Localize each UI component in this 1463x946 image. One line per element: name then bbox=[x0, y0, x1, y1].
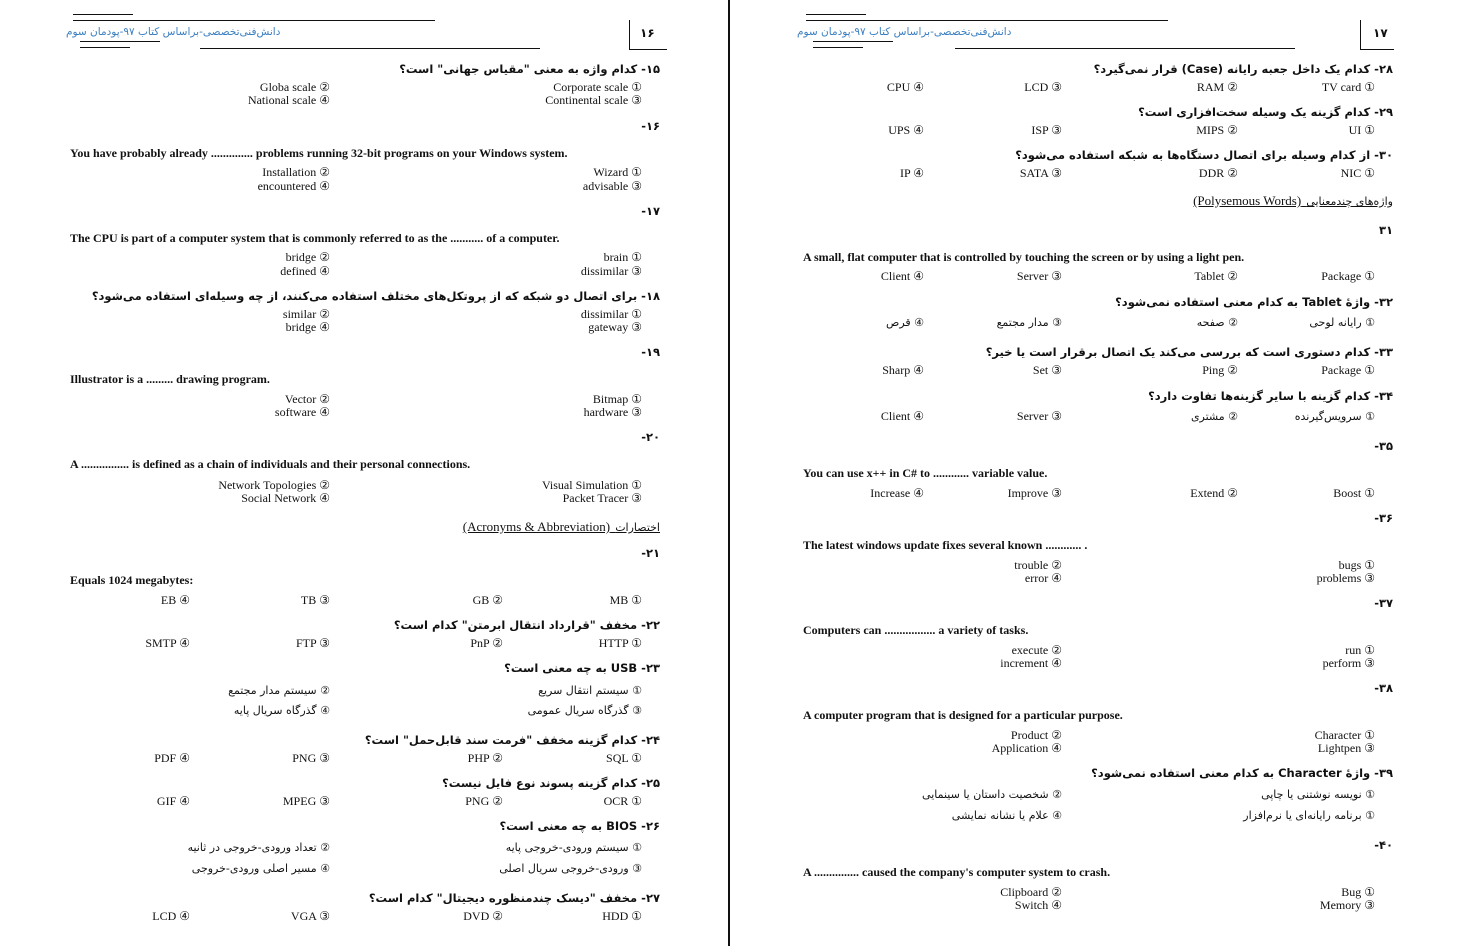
option-1[interactable]: brain ① bbox=[603, 250, 642, 264]
question-27: ۲۷- مخفف "دیسک چندمنظوره دیجیتال" کدام است؟ bbox=[368, 891, 660, 905]
question-32: ۳۲- واژهٔ Tablet به کدام معنی استفاده نمی‌شود؟ bbox=[1115, 295, 1393, 309]
header-rule bbox=[200, 48, 540, 49]
question-21: Equals 1024 megabytes: bbox=[70, 573, 194, 587]
option-1[interactable]: Visual Simulation ① bbox=[541, 478, 642, 492]
option-4[interactable]: ④ علام یا نشانه نمایشی bbox=[951, 809, 1062, 822]
option-2[interactable]: ② تعداد ورودی-خروجی در ثانیه bbox=[187, 841, 330, 854]
question-19: Illustrator is a ......... drawing program. bbox=[70, 372, 270, 386]
left-page bbox=[0, 0, 728, 946]
option-4[interactable]: IP ④ bbox=[900, 166, 924, 180]
option-1[interactable]: HTTP ① bbox=[598, 636, 642, 650]
option-2[interactable]: Clipboard ② bbox=[1000, 885, 1062, 899]
question-36: The latest windows update fixes several known ............ . bbox=[803, 538, 1088, 552]
option-3[interactable]: SATA ③ bbox=[1019, 166, 1062, 180]
option-2[interactable]: PnP ② bbox=[470, 636, 503, 650]
option-4[interactable]: CPU ④ bbox=[886, 80, 924, 94]
option-3[interactable]: Server ③ bbox=[1016, 409, 1062, 423]
option-1[interactable]: Bitmap ① bbox=[592, 392, 642, 406]
option-4[interactable]: National scale ④ bbox=[247, 93, 330, 107]
section-heading-en: (Polysemous Words) bbox=[1193, 193, 1302, 208]
option-3[interactable]: MPEG ③ bbox=[282, 794, 330, 808]
option-3[interactable]: hardware ③ bbox=[583, 405, 642, 419]
option-3[interactable]: LCD ③ bbox=[1024, 80, 1062, 94]
option-1[interactable]: OCR ① bbox=[603, 794, 642, 808]
header-rule bbox=[1360, 49, 1394, 50]
option-4[interactable]: bridge ④ bbox=[285, 320, 330, 334]
option-1[interactable]: Corporate scale ① bbox=[553, 80, 642, 94]
option-3[interactable]: perform ③ bbox=[1322, 656, 1375, 670]
question-number: -۲۱ bbox=[641, 546, 660, 560]
option-2[interactable]: Product ② bbox=[1010, 728, 1062, 742]
option-4[interactable]: GIF ④ bbox=[156, 794, 190, 808]
option-1[interactable]: Boost ① bbox=[1333, 486, 1375, 500]
option-2[interactable]: RAM ② bbox=[1196, 80, 1238, 94]
option-2[interactable]: Extend ② bbox=[1190, 486, 1238, 500]
question-number: -۱۹ bbox=[641, 345, 660, 359]
option-4[interactable]: EB ④ bbox=[160, 593, 190, 607]
option-3[interactable]: ③ ورودی-خروجی سریال اصلی bbox=[499, 862, 642, 875]
option-3[interactable]: Server ③ bbox=[1016, 269, 1062, 283]
option-2[interactable]: DDR ② bbox=[1198, 166, 1238, 180]
question-26: ۲۶- BIOS به چه معنی است؟ bbox=[499, 819, 660, 833]
option-1[interactable]: ① سیستم ورودی-خروجی پایه bbox=[505, 841, 642, 854]
page-number: ۱۷ bbox=[1373, 26, 1388, 40]
option-4[interactable]: ④ گذرگاه سریال پایه bbox=[233, 704, 330, 717]
option-3[interactable]: Packet Tracer ③ bbox=[562, 491, 642, 505]
option-3[interactable]: ③ گذرگاه سریال عمومی bbox=[527, 704, 642, 717]
question-22: ۲۲- مخفف "قرارداد انتقال ابرمتن" کدام است؟ bbox=[393, 618, 660, 632]
option-1[interactable]: TV card ① bbox=[1321, 80, 1375, 94]
option-1[interactable]: run ① bbox=[1345, 643, 1375, 657]
option-3[interactable]: Lightpen ③ bbox=[1317, 741, 1375, 755]
option-2[interactable]: GB ② bbox=[472, 593, 503, 607]
option-2[interactable]: execute ② bbox=[1011, 643, 1062, 657]
option-4[interactable]: Social Network ④ bbox=[241, 491, 330, 505]
option-4[interactable]: PDF ④ bbox=[154, 751, 190, 765]
question-number: -۳۸ bbox=[1374, 681, 1393, 695]
option-3[interactable]: Memory ③ bbox=[1319, 898, 1375, 912]
option-1[interactable]: HDD ① bbox=[602, 909, 642, 923]
option-4[interactable]: encountered ④ bbox=[257, 179, 330, 193]
option-2[interactable]: Vector ② bbox=[284, 392, 330, 406]
option-2[interactable]: ② سیستم مدار مجتمع bbox=[228, 684, 330, 697]
header-rule bbox=[73, 20, 435, 21]
option-2[interactable]: Network Topologies ② bbox=[218, 478, 330, 492]
section-heading-fa: واژه‌های چندمعنایی bbox=[1306, 195, 1393, 208]
header-title: دانش‌فنی‌تخصصی-براساس کتاب ۹۷-پودمان سوم bbox=[797, 26, 1012, 38]
option-4[interactable]: Client ④ bbox=[880, 409, 924, 423]
option-3[interactable]: FTP ③ bbox=[296, 636, 330, 650]
header-rule bbox=[955, 48, 1295, 49]
option-1[interactable]: Bug ① bbox=[1341, 885, 1375, 899]
option-3[interactable]: ISP ③ bbox=[1031, 123, 1062, 137]
question-17: The CPU is part of a computer system that is commonly referred to as the ........... of a computer. bbox=[70, 231, 560, 245]
option-2[interactable]: Ping ② bbox=[1202, 363, 1238, 377]
option-4[interactable]: error ④ bbox=[1024, 571, 1062, 585]
option-2[interactable]: Installation ② bbox=[262, 165, 330, 179]
question-16: You have probably already .............. problems running 32-bit programs on your Windows system. bbox=[70, 146, 568, 160]
header-rule bbox=[629, 49, 667, 50]
option-4[interactable]: Increase ④ bbox=[870, 486, 924, 500]
header-title: دانش‌فنی‌تخصصی-براساس کتاب ۹۷-پودمان سوم bbox=[66, 26, 281, 38]
header-rule bbox=[813, 47, 863, 48]
question-39: ۳۹- واژهٔ Character به کدام معنی استفاده نمی‌شود؟ bbox=[1091, 766, 1393, 780]
option-2[interactable]: ② شخصیت داستان یا سینمایی bbox=[922, 788, 1062, 801]
question-number: -۴۰ bbox=[1374, 838, 1393, 852]
option-1[interactable]: dissimilar ① bbox=[580, 307, 642, 321]
option-2[interactable]: similar ② bbox=[282, 307, 330, 321]
option-3[interactable]: Set ③ bbox=[1032, 363, 1062, 377]
question-38: A computer program that is designed for a particular purpose. bbox=[803, 708, 1123, 722]
question-24: ۲۴- کدام گزینه مخفف "فرمت سند قابل‌حمل" است؟ bbox=[364, 733, 660, 747]
option-4[interactable]: ④ مسیر اصلی ورودی-خروجی bbox=[191, 862, 330, 875]
question-37: Computers can ................. a variety of tasks. bbox=[803, 623, 1029, 637]
question-number: -۳۷ bbox=[1374, 596, 1393, 610]
question-30: ۳۰- از کدام وسیله برای اتصال دستگاه‌ها به شبکه استفاده می‌شود؟ bbox=[1015, 148, 1393, 162]
option-4[interactable]: defined ④ bbox=[280, 264, 330, 278]
option-4[interactable]: Application ④ bbox=[991, 741, 1062, 755]
option-3[interactable]: dissimilar ③ bbox=[580, 264, 642, 278]
header-rule bbox=[80, 41, 160, 42]
question-23: ۲۳- USB به چه معنی است؟ bbox=[504, 661, 660, 675]
option-1[interactable]: ① سرویس‌گیرنده bbox=[1294, 410, 1375, 423]
option-4[interactable]: Switch ④ bbox=[1014, 898, 1062, 912]
option-1[interactable]: Package ① bbox=[1321, 269, 1375, 283]
option-1[interactable]: ① سیستم انتقال سریع bbox=[538, 684, 642, 697]
question-15: ۱۵- کدام واژه به معنی "مقیاس جهانی" است؟ bbox=[399, 62, 660, 76]
question-number: -۲۰ bbox=[641, 430, 660, 444]
option-3[interactable]: ① برنامه رایانه‌ای یا نرم‌افزار bbox=[1243, 809, 1375, 822]
section-heading-fa: اختصارات bbox=[615, 521, 660, 534]
header-divider bbox=[629, 20, 630, 50]
option-4[interactable]: Client ④ bbox=[880, 269, 924, 283]
header-rule bbox=[806, 20, 1168, 21]
option-3[interactable]: VGA ③ bbox=[290, 909, 330, 923]
question-35: You can use x++ in C# to ............ variable value. bbox=[803, 466, 1048, 480]
option-1[interactable]: Wizard ① bbox=[593, 165, 642, 179]
question-number: -۱۶ bbox=[641, 119, 660, 133]
option-2[interactable]: PNG ② bbox=[465, 794, 503, 808]
question-18: ۱۸- برای اتصال دو شبکه که از پروتکل‌های مختلف استفاده می‌کنند، از چه وسیله‌ای استفاده می‌شود؟ bbox=[91, 289, 660, 303]
section-heading-en: (Acronyms & Abbreviation) bbox=[462, 519, 611, 534]
option-3[interactable]: Improve ③ bbox=[1007, 486, 1062, 500]
option-3[interactable]: ③ مدار مجتمع bbox=[996, 316, 1062, 329]
header-divider bbox=[1360, 20, 1361, 50]
option-1[interactable]: UI ① bbox=[1348, 123, 1375, 137]
option-2[interactable]: trouble ② bbox=[1014, 558, 1062, 572]
option-4[interactable]: software ④ bbox=[274, 405, 330, 419]
option-1[interactable]: MB ① bbox=[609, 593, 642, 607]
section-heading bbox=[463, 516, 660, 535]
header-rule bbox=[73, 14, 133, 15]
option-3[interactable]: advisable ③ bbox=[582, 179, 642, 193]
question-29: ۲۹- کدام گزینه یک وسیله سخت‌افزاری است؟ bbox=[1138, 105, 1393, 119]
question-28: ۲۸- کدام یک داخل جعبه رایانه (Case) قرار نمی‌گیرد؟ bbox=[1093, 62, 1393, 76]
question-40: A ............... caused the company's computer system to crash. bbox=[803, 865, 1111, 879]
option-2[interactable]: bridge ② bbox=[285, 250, 330, 264]
option-1[interactable]: ① رایانه لوحی bbox=[1309, 316, 1375, 329]
option-2[interactable]: MIPS ② bbox=[1196, 123, 1238, 137]
option-1[interactable]: NIC ① bbox=[1340, 166, 1375, 180]
option-3[interactable]: PNG ③ bbox=[292, 751, 330, 765]
header-rule bbox=[813, 41, 893, 42]
option-2[interactable]: Tablet ② bbox=[1194, 269, 1238, 283]
question-number: -۳۵ bbox=[1374, 439, 1393, 453]
option-2[interactable]: ② مشتری bbox=[1190, 410, 1238, 423]
option-1[interactable]: bugs ① bbox=[1338, 558, 1375, 572]
option-4[interactable]: Sharp ④ bbox=[882, 363, 924, 377]
option-4[interactable]: UPS ④ bbox=[888, 123, 924, 137]
header-rule bbox=[80, 47, 130, 48]
option-1[interactable]: SQL ① bbox=[606, 751, 642, 765]
option-4[interactable]: increment ④ bbox=[1000, 656, 1062, 670]
option-4[interactable]: SMTP ④ bbox=[145, 636, 190, 650]
option-3[interactable]: gateway ③ bbox=[588, 320, 642, 334]
question-number: ۳۱ bbox=[1378, 223, 1393, 237]
option-1[interactable]: ① نویسه نوشتنی یا چاپی bbox=[1261, 788, 1375, 801]
question-31: A small, flat computer that is controlled by touching the screen or by using a light pen. bbox=[803, 250, 1245, 264]
option-2[interactable]: DVD ② bbox=[463, 909, 503, 923]
right-page bbox=[733, 0, 1463, 946]
option-2[interactable]: Globa scale ② bbox=[259, 80, 330, 94]
option-2[interactable]: PHP ② bbox=[467, 751, 503, 765]
question-number: -۳۶ bbox=[1374, 511, 1393, 525]
option-2[interactable]: ② صفحه bbox=[1196, 316, 1238, 329]
question-25: ۲۵- کدام گزینه پسوند نوع فایل نیست؟ bbox=[442, 776, 660, 790]
option-1[interactable]: Package ① bbox=[1321, 363, 1375, 377]
question-number: -۱۷ bbox=[641, 204, 660, 218]
question-33: ۳۳- کدام دستوری است که بررسی می‌کند یک اتصال برقرار است یا خیر؟ bbox=[985, 345, 1393, 359]
option-3[interactable]: problems ③ bbox=[1316, 571, 1375, 585]
option-3[interactable]: TB ③ bbox=[300, 593, 330, 607]
page-number: ۱۶ bbox=[640, 26, 655, 40]
option-4[interactable]: LCD ④ bbox=[152, 909, 190, 923]
question-34: ۳۴- کدام گزینه با سایر گزینه‌ها تفاوت دارد؟ bbox=[1148, 389, 1393, 403]
question-20: A ................ is defined as a chain of individuals and their personal connections. bbox=[70, 457, 471, 471]
option-4[interactable]: ④ قرص bbox=[886, 316, 924, 329]
option-3[interactable]: Continental scale ③ bbox=[545, 93, 642, 107]
section-heading bbox=[1193, 190, 1393, 209]
header-rule bbox=[806, 14, 866, 15]
option-1[interactable]: Character ① bbox=[1314, 728, 1375, 742]
